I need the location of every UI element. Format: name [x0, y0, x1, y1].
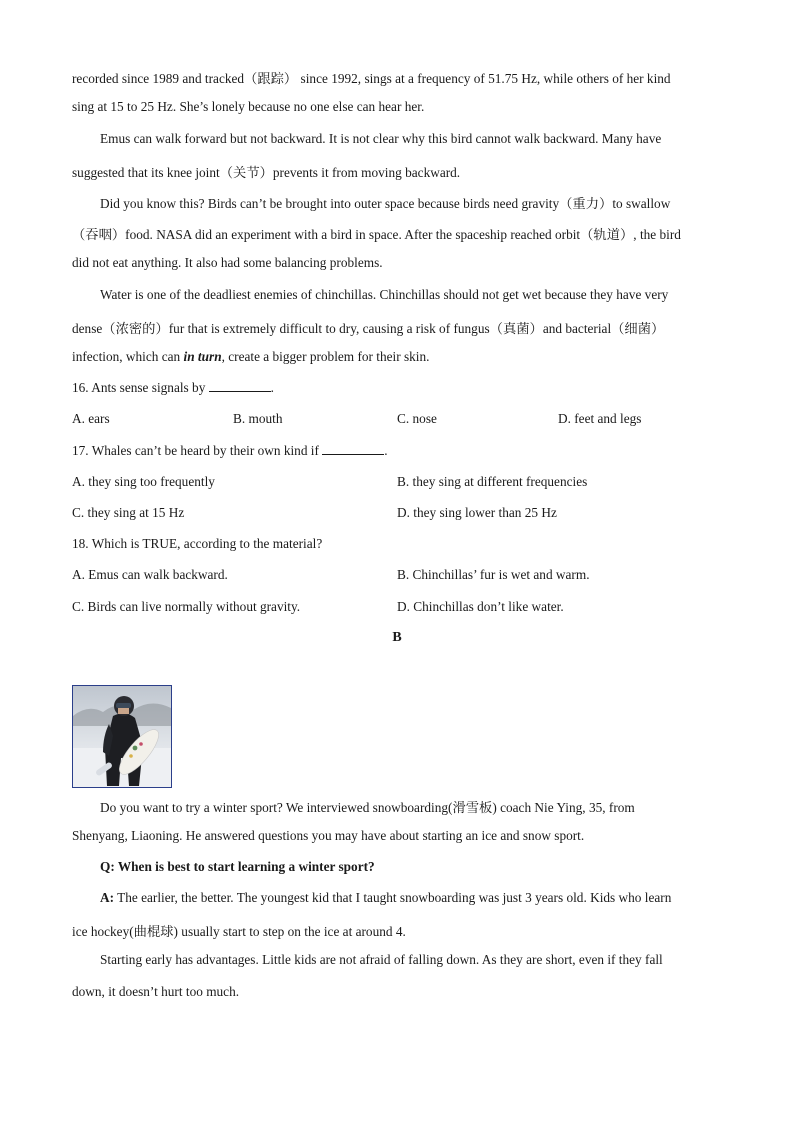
option-d[interactable]: D. feet and legs — [558, 411, 642, 426]
answer-text: The earlier, the better. The youngest kid that I taught snowboarding was just 3 years old. Kids who learn — [114, 890, 672, 905]
answer-label: A: — [100, 890, 115, 905]
interview-answer — [100, 890, 671, 906]
answer-blank[interactable] — [209, 380, 271, 392]
text: , create a bigger problem for their skin. — [221, 349, 430, 364]
paragraph-line: Emus can walk forward but not backward. It is not clear why this bird cannot walk backward. Many have — [100, 131, 662, 146]
option-b[interactable]: B. mouth — [233, 411, 283, 426]
emphasis-phrase: in turn — [183, 349, 222, 364]
snowboarder-image — [73, 686, 171, 787]
option-c[interactable]: C. they sing at 15 Hz — [72, 505, 185, 520]
paragraph-line: sing at 15 to 25 Hz. She’s lonely because no one else can hear her. — [72, 99, 425, 114]
option-d[interactable]: D. Chinchillas don’t like water. — [397, 599, 564, 614]
option-c[interactable]: C. Birds can live normally without gravity. — [72, 599, 301, 614]
question-text: 17. Whales can’t be heard by their own kind if — [72, 443, 323, 458]
option-c[interactable]: C. nose — [397, 411, 437, 426]
paragraph-line: Do you want to try a winter sport? We interviewed snowboarding(滑雪板) coach Nie Ying, 35, from — [100, 800, 635, 815]
option-b[interactable]: B. they sing at different frequencies — [397, 474, 588, 489]
paragraph-line: ice hockey(曲棍球) usually start to step on the ice at around 4. — [72, 924, 406, 939]
option-a[interactable]: A. they sing too frequently — [72, 474, 215, 489]
paragraph-line: recorded since 1989 and tracked（跟踪） since 1992, sings at a frequency of 51.75 Hz, while others of her kind — [72, 71, 671, 86]
paragraph-line: suggested that its knee joint（关节）prevents it from moving backward. — [72, 165, 461, 180]
paragraph-line: did not eat anything. It also had some balancing problems. — [72, 255, 383, 270]
option-a[interactable]: A. Emus can walk backward. — [72, 567, 228, 582]
paragraph-line: down, it doesn’t hurt too much. — [72, 984, 240, 999]
interview-question: Q: When is best to start learning a winter sport? — [100, 859, 375, 874]
question-17-stem — [72, 443, 388, 459]
question-text: . — [270, 380, 274, 395]
paragraph-line: （吞咽）food. NASA did an experiment with a bird in space. After the spaceship reached orbit（轨道）, the bird — [72, 227, 681, 242]
question-text: . — [384, 443, 388, 458]
paragraph-line: Shenyang, Liaoning. He answered questions you may have about starting an ice and snow sport. — [72, 828, 585, 843]
question-text: 18. Which is TRUE, according to the material? — [72, 536, 323, 551]
option-b[interactable]: B. Chinchillas’ fur is wet and warm. — [397, 567, 590, 582]
question-text: 16. Ants sense signals by — [72, 380, 209, 395]
question-18-stem — [72, 536, 322, 552]
paragraph-line: Water is one of the deadliest enemies of chinchillas. Chinchillas should not get wet because they have very — [100, 287, 669, 302]
text: infection, which can — [72, 349, 184, 364]
paragraph-line: Starting early has advantages. Little kids are not afraid of falling down. As they are short, even if they fall — [100, 952, 663, 967]
snowboarder-photo — [72, 685, 172, 788]
answer-blank[interactable] — [322, 443, 384, 455]
question-16-stem — [72, 380, 274, 396]
section-heading: B — [392, 630, 402, 645]
paragraph-line: Did you know this? Birds can’t be brought into outer space because birds need gravity（重力）to swallow — [100, 196, 671, 211]
paragraph-line: dense（浓密的）fur that is extremely difficult to dry, causing a risk of fungus（真菌）and bacterial（细菌） — [72, 321, 665, 336]
option-d[interactable]: D. they sing lower than 25 Hz — [397, 505, 557, 520]
option-a[interactable]: A. ears — [72, 411, 110, 426]
paragraph-line — [72, 349, 429, 365]
